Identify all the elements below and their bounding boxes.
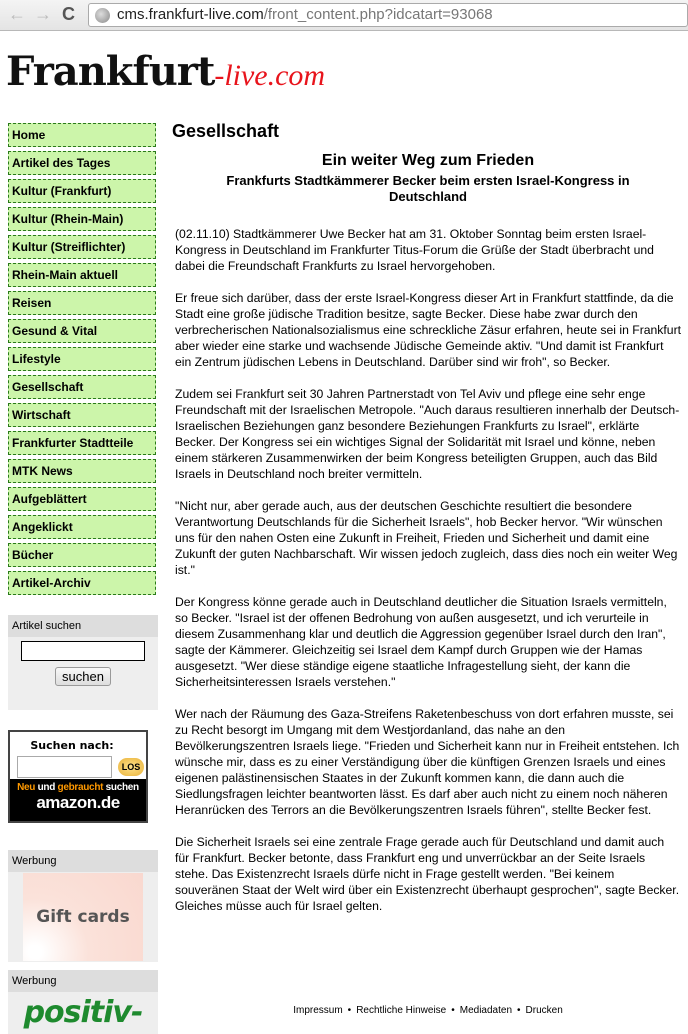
article-paragraph: (02.11.10) Stadtkämmerer Uwe Becker hat am 31. Oktober Sonntag beim ersten Israel-Kongress in Deutschland im Frankfurter Titus-Forum die Grüße der Stadt überbracht und dabei die Freundschaft Frankfurts zu Israel hervorgehoben. xyxy=(175,227,654,273)
article-paragraph: Die Sicherheit Israels sei eine zentrale Frage gerade auch für Deutschland und damit auch für Frankfurt. Becker betonte, dass Frankfurt eng und unverrückbar an der Seite Israels stehe. Das Existenzrecht Israels dürfe nicht in Frage gestellt werden. "Bei keinem souveränen Staat der Welt wird über ein Existenzrecht überhaupt gesprochen", sagte Becker. Gleiches müsse auch für Israel gelten. xyxy=(175,835,680,913)
amazon-search-input[interactable] xyxy=(17,756,112,778)
article-paragraph: Der Kongress könne gerade auch in Deutschland deutlicher die Situation Israels vermitteln, so Becker. "Israel ist der offenen Bedrohung von außen ausgesetzt, und ich verurteile in diesem Zusammenhang klar und deutlich die Aggression gegenüber Israel durch den Iran", sagte der Kämmerer. Gleichzeitig sei Israel dem Kampf durch Gruppen wie der Hamas ausgesetzt. "Wer diese ständige eigene staatliche Infragestellung sieht, der kann die Sicherheitsinteressen Israels verstehen." xyxy=(175,595,667,689)
amazon-search-widget xyxy=(8,730,148,823)
amazon-gebraucht: gebraucht xyxy=(57,782,104,793)
forward-icon[interactable]: → xyxy=(34,4,52,24)
article-search-box xyxy=(8,615,158,710)
reload-icon[interactable]: C xyxy=(62,4,75,24)
section-title: Gesellschaft xyxy=(172,121,280,141)
footer-link[interactable]: Rechtliche Hinweise xyxy=(356,1005,447,1016)
browser-toolbar xyxy=(0,0,688,31)
search-button[interactable]: suchen xyxy=(55,667,111,686)
menu-item[interactable]: Bücher xyxy=(8,543,156,567)
menu-item[interactable]: Gesund & Vital xyxy=(8,319,156,343)
amazon-suchen: suchen xyxy=(103,782,139,793)
menu-item[interactable]: Kultur (Streiflichter) xyxy=(8,235,156,259)
amazon-search-title: Suchen nach: xyxy=(30,739,114,752)
amazon-logo: amazon.de xyxy=(36,793,120,812)
url-path: /front_content.php?idcatart=93068 xyxy=(263,6,493,23)
ad-box xyxy=(8,850,158,962)
url-host: cms.frankfurt-live.com xyxy=(117,6,264,23)
menu-item[interactable]: Artikel-Archiv xyxy=(8,571,156,595)
article-subheadline: Frankfurts Stadtkämmerer Becker beim ersten Israel-Kongress in Deutschland xyxy=(226,173,630,204)
article-body xyxy=(175,226,681,914)
gift-cards-ad[interactable]: Gift cards xyxy=(23,873,143,961)
article-paragraph: Zudem sei Frankfurt seit 30 Jahren Partnerstadt von Tel Aviv und pflege eine sehr enge Freundschaft mit der Israelischen Metropole. "Auch daraus resultieren innerhalb der Deutsch-Israelischen Beziehungen ganz besondere Beziehungen Frankfurts zu Israel", erklärte Becker. Der Kongress sei ein wichtiges Signal der Solidarität mit Israel und könne, neben einem stärkeren Zusammenwirken der beim Kongress beteiligten Gruppen, auch das Bild Israels in Deutschland noch breiter vermitteln. xyxy=(175,387,680,481)
menu-item[interactable]: MTK News xyxy=(8,459,156,483)
article-paragraph: "Nicht nur, aber gerade auch, aus der deutschen Geschichte resultiert die besondere Verantwortung Deutschlands für die Sicherheit Israels", hob Becker hervor. "Wir wünschen uns für den nahen Osten eine Zukunft in Freiheit, Frieden und Sicherheit und damit eine Zukunft der guten Nachbarschaft. Wir wissen jedoch zugleich, dass dies noch ein weiter Weg ist." xyxy=(175,499,678,577)
article xyxy=(172,121,682,914)
ad-title: Werbung xyxy=(8,850,158,872)
article-search-title: Artikel suchen xyxy=(8,615,158,637)
article-headline: Ein weiter Weg zum Frieden xyxy=(321,152,535,169)
menu-item[interactable]: Reisen xyxy=(8,291,156,315)
menu-item[interactable]: Home xyxy=(8,123,156,147)
menu-item[interactable]: Gesellschaft xyxy=(8,375,156,399)
logo-suffix: -live.com xyxy=(214,59,326,92)
sidebar-menu xyxy=(8,123,156,599)
menu-item[interactable]: Kultur (Frankfurt) xyxy=(8,179,156,203)
menu-item[interactable]: Frankfurter Stadtteile xyxy=(8,431,156,455)
amazon-neu: Neu xyxy=(17,782,36,793)
amazon-und: und xyxy=(35,782,58,793)
footer-link[interactable]: Mediadaten xyxy=(459,1005,513,1016)
menu-item[interactable]: Lifestyle xyxy=(8,347,156,371)
menu-item[interactable]: Rhein-Main aktuell xyxy=(8,263,156,287)
footer xyxy=(175,1005,681,1016)
menu-item[interactable]: Kultur (Rhein-Main) xyxy=(8,207,156,231)
menu-item[interactable]: Wirtschaft xyxy=(8,403,156,427)
menu-item[interactable]: Angeklickt xyxy=(8,515,156,539)
site-logo[interactable] xyxy=(6,48,325,95)
amazon-banner[interactable] xyxy=(10,779,146,821)
address-bar[interactable] xyxy=(88,3,688,27)
amazon-go-button[interactable]: LOS xyxy=(118,758,144,776)
menu-item[interactable]: Aufgeblättert xyxy=(8,487,156,511)
ad-box xyxy=(8,970,158,1034)
article-paragraph: Wer nach der Räumung des Gaza-Streifens Raketenbeschuss von dort erfahren musste, sei zu Recht besorgt im Umgang mit dem Westjordanland, das nahe an den Bevölkerungszentren Israels liege. "Frieden und Sicherheit kann nur in Freiheit entstehen. Ich wünsche mir, dass es zu einer Verständigung über die künftigen Grenzen Israels und eines eigenen palästinensischen Staates in der Zukunft kommen kann, die dann auch die Siedlungsfragen leichter beantworten lässt. Es darf aber auch nicht zu einem noch näheren Heranrücken des Terrors an die Bevölkerungszentren Israels führen", stellte Becker fest. xyxy=(175,707,680,817)
footer-separator: • xyxy=(517,1005,521,1016)
back-icon[interactable]: ← xyxy=(8,4,26,24)
menu-item[interactable]: Artikel des Tages xyxy=(8,151,156,175)
positiv-ad[interactable]: positiv- xyxy=(23,995,143,1030)
footer-link[interactable]: Impressum xyxy=(293,1005,343,1016)
footer-separator: • xyxy=(347,1005,352,1016)
logo-main: Frankfurt xyxy=(6,48,215,95)
article-search-input[interactable] xyxy=(21,641,145,661)
footer-link[interactable]: Drucken xyxy=(525,1005,563,1016)
footer-separator: • xyxy=(451,1005,455,1016)
globe-icon xyxy=(95,8,110,23)
article-paragraph: Er freue sich darüber, dass der erste Israel-Kongress dieser Art in Frankfurt stattfinde, da die Stadt eine große jüdische Tradition besitze, sagte Becker. Diese habe zwar durch den verbrecherischen Nationalsozialismus eine schreckliche Zäsur erfahren, heute sei in Frankfurt aber wieder eine starke und wachsende Jüdische Gemeinde aktiv. "Und damit ist Frankfurt ein Zentrum jüdischen Lebens in Deutschland. Darüber sind wir froh", so Becker. xyxy=(175,291,682,369)
ad-title: Werbung xyxy=(8,970,158,992)
